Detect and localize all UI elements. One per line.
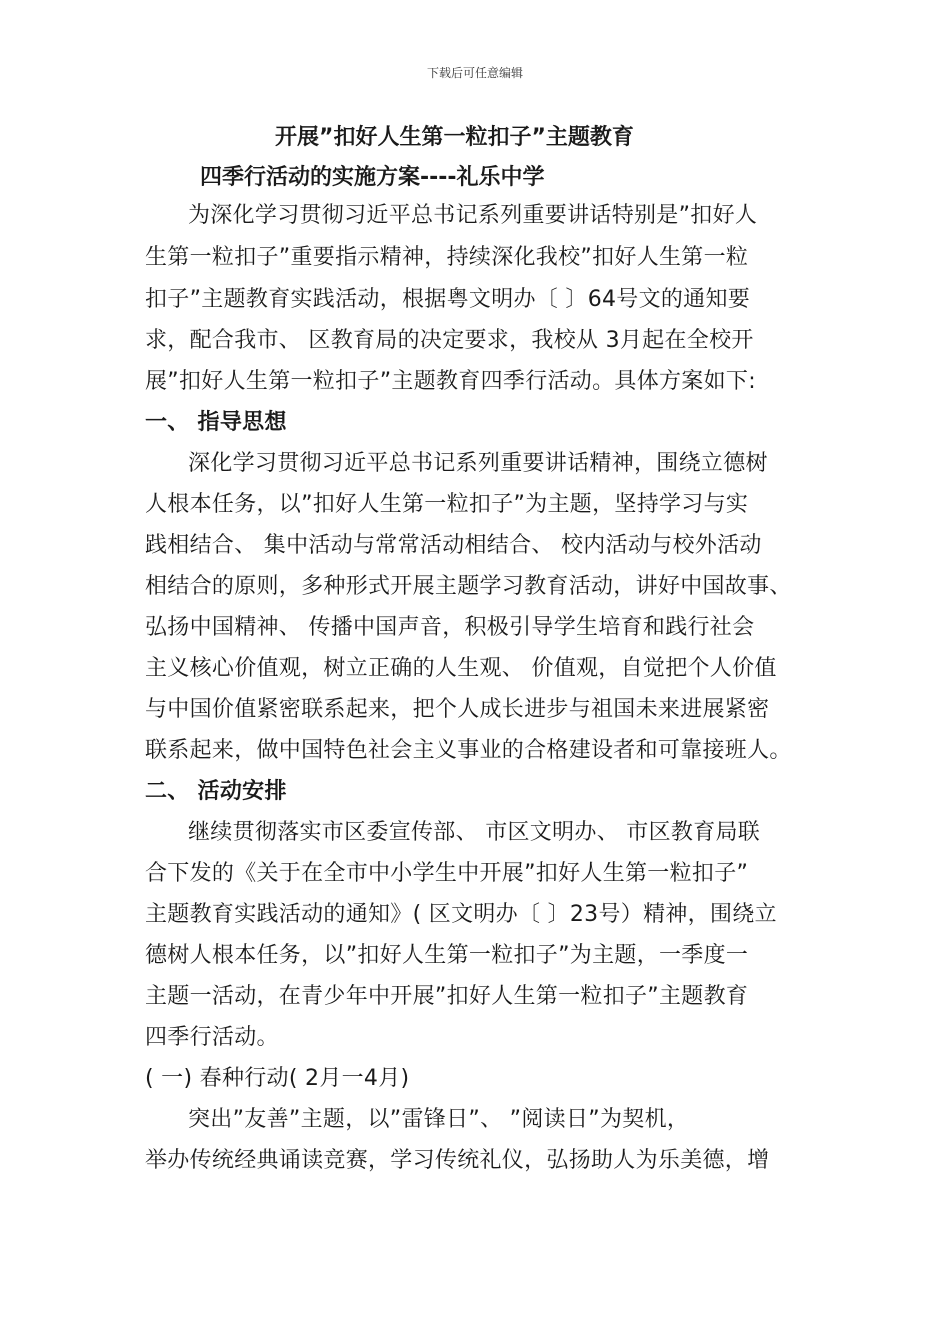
section1-line: 人根本任务，以”扣好人生第一粒扣子”为主题，坚持学习与实 xyxy=(145,492,749,517)
document-title-line-1: 开展”扣好人生第一粒扣子”主题教育 xyxy=(275,125,634,150)
section2-line: 主题教育实践活动的通知》( 区文明办〔 〕23号）精神，围绕立 xyxy=(145,902,777,927)
intro-line: 展”扣好人生第一粒扣子”主题教育四季行活动。具体方案如下: xyxy=(145,369,756,394)
section2-line: 继续贯彻落实市区委宣传部、 市区文明办、 市区教育局联 xyxy=(188,820,761,845)
header-note: 下载后可任意编辑 xyxy=(426,66,523,80)
section-heading-activity-arrangement: 二、 活动安排 xyxy=(145,779,287,804)
section2-line: 德树人根本任务，以”扣好人生第一粒扣子”为主题，一季度一 xyxy=(145,943,749,968)
intro-line: 为深化学习贯彻习近平总书记系列重要讲话特别是”扣好人 xyxy=(188,203,758,228)
section1-line: 深化学习贯彻习近平总书记系列重要讲话精神，围绕立德树 xyxy=(188,451,768,476)
section1-line: 联系起来，做中国特色社会主义事业的合格建设者和可靠接班人。 xyxy=(145,738,792,763)
document-title-line-2: 四季行活动的实施方案----礼乐中学 xyxy=(200,165,545,190)
subsection1-line: 举办传统经典诵读竞赛，学习传统礼仪，弘扬助人为乐美德，增 xyxy=(145,1148,770,1173)
section1-line: 相结合的原则，多种形式开展主题学习教育活动，讲好中国故事、 xyxy=(145,574,792,599)
section2-line: 合下发的《关于在全市中小学生中开展”扣好人生第一粒扣子” xyxy=(145,861,749,886)
intro-line: 生第一粒扣子”重要指示精神，持续深化我校”扣好人生第一粒 xyxy=(145,245,749,270)
section1-line: 弘扬中国精神、 传播中国声音，积极引导学生培育和践行社会 xyxy=(145,615,755,640)
section1-line: 与中国价值紧密联系起来，把个人成长进步与祖国未来进展紧密 xyxy=(145,697,770,722)
section1-line: 主义核心价值观，树立正确的人生观、 价值观，自觉把个人价值 xyxy=(145,656,777,681)
section2-line: 主题一活动，在青少年中开展”扣好人生第一粒扣子”主题教育 xyxy=(145,984,749,1009)
section-heading-guiding-thought: 一、 指导思想 xyxy=(145,410,287,435)
section2-line: 四季行活动。 xyxy=(145,1025,279,1050)
intro-line: 求，配合我市、 区教育局的决定要求，我校从 3月起在全校开 xyxy=(145,328,754,353)
subsection1-line: 突出”友善”主题，以”雷锋日”、 ”阅读日”为契机， xyxy=(188,1107,690,1132)
intro-line: 扣子”主题教育实践活动，根据粤文明办〔 〕64号文的通知要 xyxy=(145,287,751,312)
subsection-heading-spring-action: ( 一) 春种行动( 2月一4月) xyxy=(145,1066,410,1091)
section1-line: 践相结合、 集中活动与常常活动相结合、 校内活动与校外活动 xyxy=(145,533,762,558)
